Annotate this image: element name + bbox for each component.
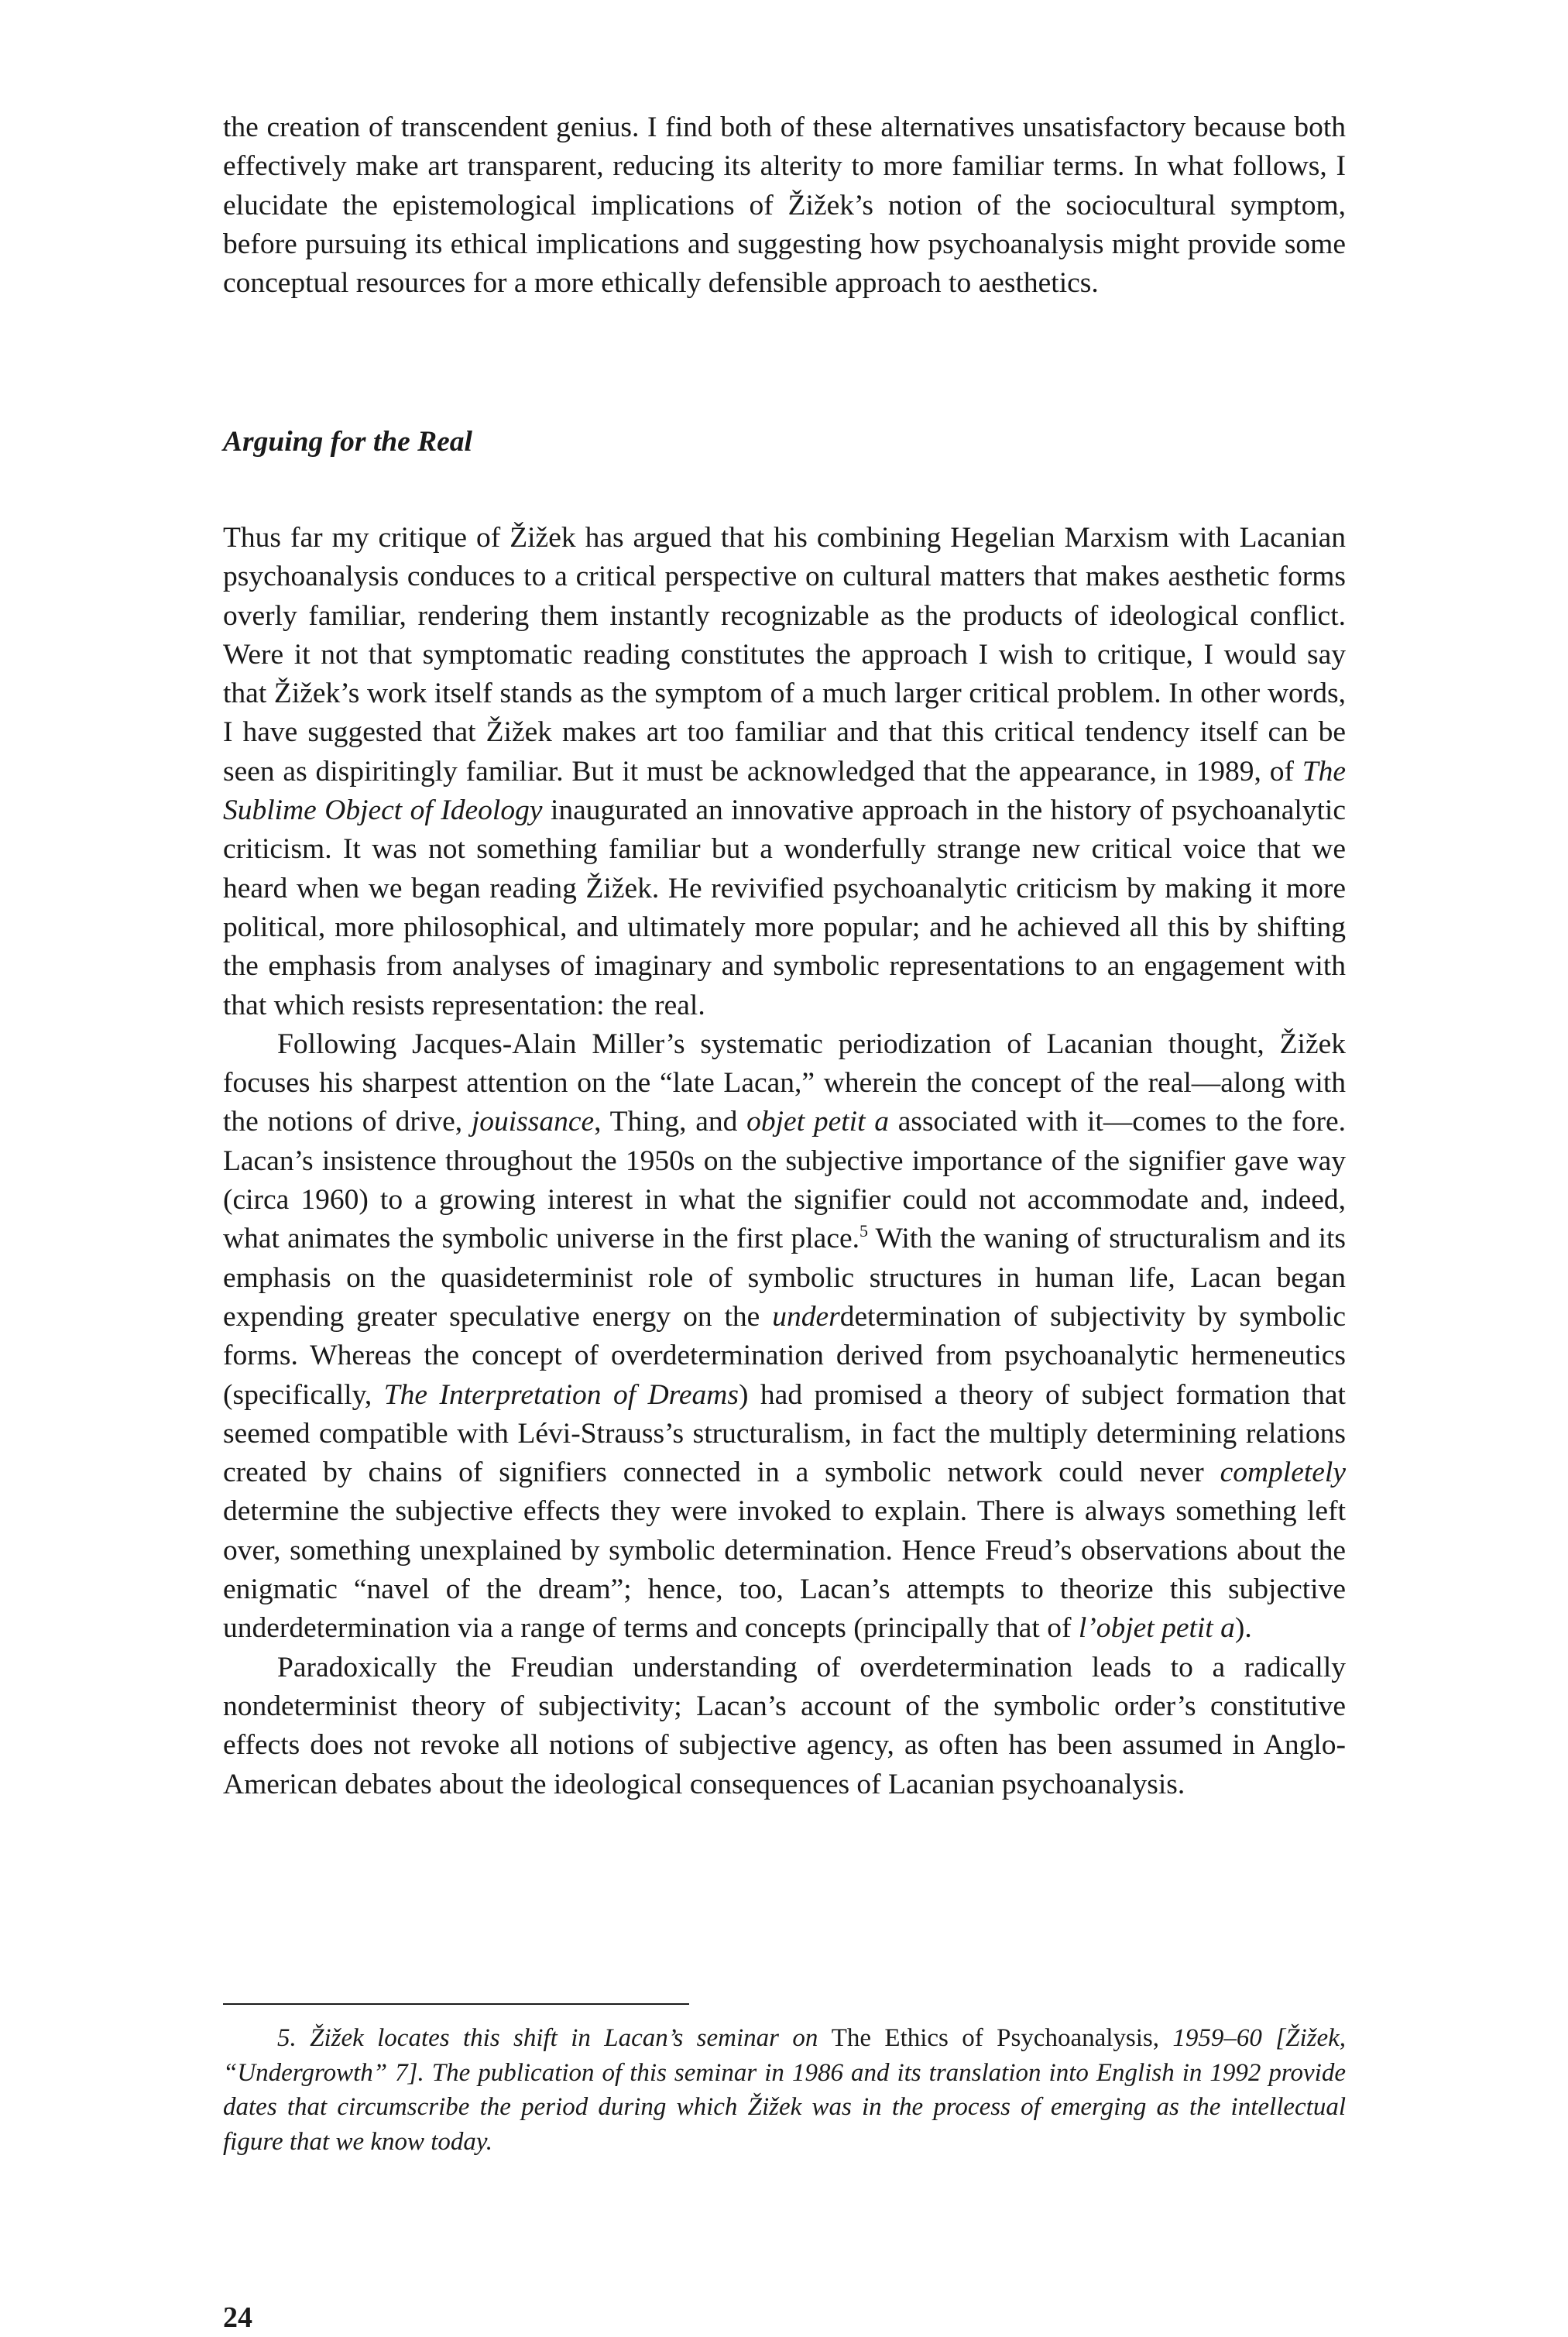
book-title: The Sublime Object of Ideology (223, 755, 1346, 827)
section-heading: Arguing for the Real (223, 426, 472, 458)
footnote-divider (223, 2003, 689, 2005)
paragraph-1: Thus far my critique of Žižek has argued that his combining Hegelian Marxism with Lacanian psychoanalysis conduces to a critical perspective on cultural matters that makes aesthetic forms overly familiar, rendering them instantly recognizable as the products of ideological conflict. Were it not that symptomatic reading constitutes the approach I wish to critique, I would say that Žižek’s work itself stands as the symptom of a much larger critical problem. In other words, I have suggested that Žižek makes art too familiar and that this critical tendency itself can be seen as dispiritingly familiar. But it must be acknowledged that the appearance, in 1989, of The Sublime Object of Ideology inaugurated an innovative approach in the history of psychoanalytic criticism. It was not something familiar but a wonderfully strange new critical voice that we heard when we began reading Žižek. He revivified psychoanalytic criticism by making it more political, more philosophical, and ultimately more popular; and he achieved all this by shifting the emphasis from analyses of imaginary and symbolic representations to an engagement with that which resists representation: the real. (223, 522, 1346, 1021)
body-paragraphs (223, 519, 1346, 1804)
footnote-reference[interactable]: 5 (859, 1221, 868, 1241)
page-number: 24 (223, 2301, 252, 2334)
book-title: The Interpretation of Dreams (383, 1378, 739, 1411)
paragraph-3: Paradoxically the Freudian understanding of overdetermination leads to a radically nondeterminist theory of subjectivity; Lacan’s account of the symbolic order’s constitutive effects does not revoke all notions of subjective agency, as often has been assumed in Anglo-American debates about the ideological consequences of Lacanian psychoanalysis. (223, 1651, 1346, 1800)
footnote: 5. Žižek locates this shift in Lacan’s seminar on The Ethics of Psychoanalysis, 1959–60 [Žižek, “Undergrowth” 7]. The publication of this seminar in 1986 and its translation into English in 1992 provide dates that circumscribe the period during which Žižek was in the process of emerging as the intellectual figure that we know today. (223, 2024, 1347, 2156)
intro-paragraph: the creation of transcendent genius. I find both of these alternatives unsatisfactory because both effectively make art transparent, reducing its alterity to more familiar terms. In what follows, I elucidate the epistemological implications of Žižek’s notion of the sociocultural symptom, before pursuing its ethical implications and suggesting how psychoanalysis might provide some conceptual resources for a more ethically defensible approach to aesthetics. (223, 112, 1346, 300)
paragraph-2: Following Jacques-Alain Miller’s systematic periodization of Lacanian thought, Žižek focuses his sharpest attention on the “late Lacan,” wherein the concept of the real—along with the notions of drive, jouissance, Thing, and objet petit a associated with it—comes to the fore. Lacan’s insistence throughout the 1950s on the subjective importance of the signifier gave way (circa 1960) to a growing interest in what the signifier could not accommodate and, indeed, what animates the symbolic universe in the first place.$^5$ With the waning of structuralism and its emphasis on the quasideterminist role of symbolic structures in human life, Lacan began expending greater speculative energy on the underdetermination of subjectivity by symbolic forms. Whereas the concept of overdetermination derived from psychoanalytic hermeneutics (specifically, The Interpretation of Dreams) had promised a theory of subject formation that seemed compatible with Lévi-Strauss’s structuralism, in fact the multiply determining relations created by chains of signifiers connected in a symbolic network could never completely determine the subjective effects they were invoked to explain. There is always something left over, something unexplained by symbolic determination. Hence Freud’s observations about the enigmatic “navel of the dream”; hence, too, Lacan’s attempts to theorize this subjective underdetermination via a range of terms and concepts (principally that of l’objet petit a). (223, 1028, 1346, 1645)
